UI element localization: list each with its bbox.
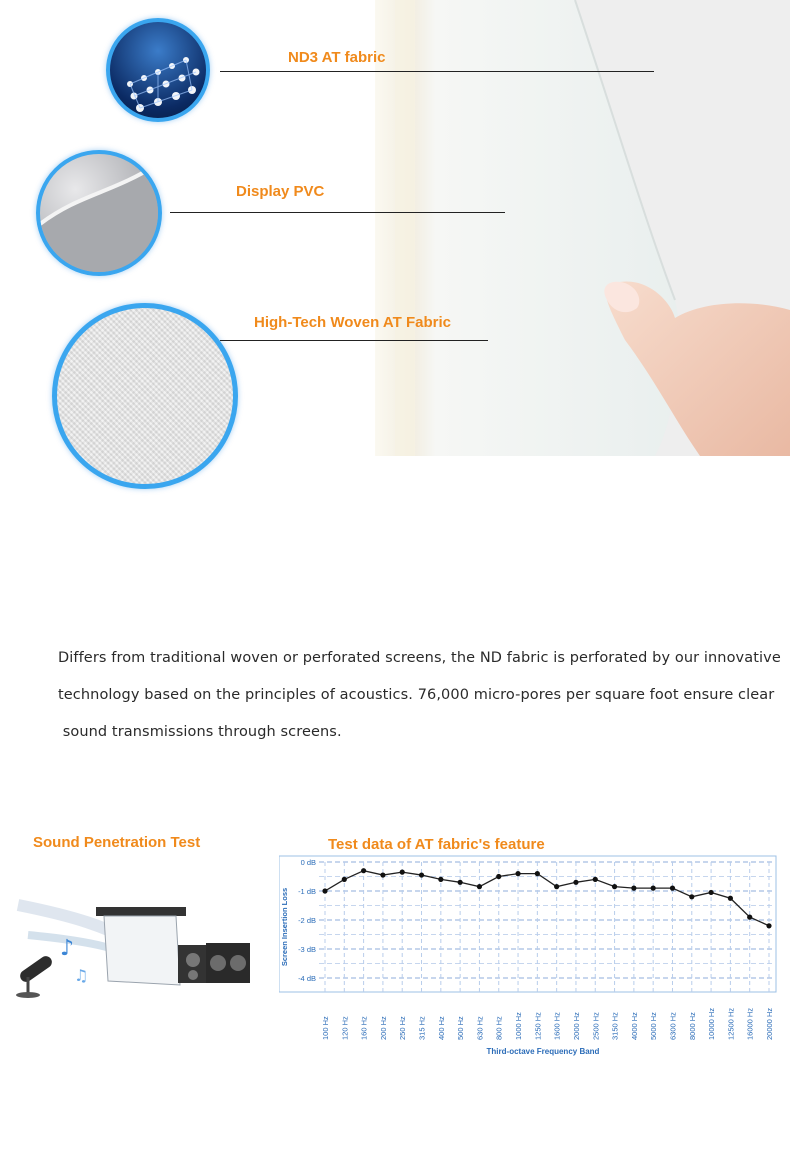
molecule-lattice-icon	[110, 22, 206, 118]
x-tick-label: 400 Hz	[436, 1016, 446, 1040]
y-axis-label: Screen Insertion Loss	[280, 887, 289, 967]
x-tick-label: 1600 Hz	[552, 1012, 562, 1040]
speaker-icon	[178, 943, 250, 983]
y-tick-label: -1 dB	[298, 887, 316, 896]
x-tick-label: 4000 Hz	[629, 1012, 639, 1040]
data-point	[573, 880, 578, 885]
x-tick-label: 250 Hz	[398, 1016, 408, 1040]
data-point	[612, 884, 617, 889]
y-tick-labels	[298, 858, 316, 983]
woven-fabric-texture-image	[52, 303, 238, 489]
data-point	[535, 871, 540, 876]
label-woven-at-fabric: High-Tech Woven AT Fabric	[254, 314, 451, 331]
nd3-label-line	[220, 71, 654, 72]
x-tick-label: 160 Hz	[359, 1016, 369, 1040]
data-point	[728, 896, 733, 901]
curled-screen-sheet-illustration	[375, 0, 790, 456]
data-point	[593, 877, 598, 882]
data-point	[651, 886, 656, 891]
data-point	[631, 886, 636, 891]
data-point	[747, 915, 752, 920]
x-tick-label: 6300 Hz	[668, 1012, 678, 1040]
data-point	[496, 874, 501, 879]
x-tick-label: 200 Hz	[378, 1016, 388, 1040]
x-tick-label: 500 Hz	[456, 1016, 466, 1040]
data-point	[554, 884, 559, 889]
x-tick-label: 100 Hz	[321, 1016, 330, 1040]
insertion-loss-chart	[279, 850, 779, 1065]
data-point	[477, 884, 482, 889]
x-tick-label: 120 Hz	[340, 1016, 350, 1040]
data-point	[400, 870, 405, 875]
x-tick-labels	[321, 1008, 774, 1040]
pvc-fold-illustration	[40, 154, 158, 272]
data-point	[361, 868, 366, 873]
label-display-pvc: Display PVC	[236, 183, 325, 200]
label-nd3-at-fabric: ND3 AT fabric	[288, 49, 386, 66]
pvc-label-line	[170, 212, 505, 213]
x-tick-label: 800 Hz	[494, 1016, 504, 1040]
y-tick-label: -2 dB	[298, 916, 316, 925]
x-tick-label: 12500 Hz	[726, 1007, 736, 1040]
data-point	[322, 888, 327, 893]
x-tick-label: 315 Hz	[417, 1016, 427, 1040]
x-tick-label: 20000 Hz	[765, 1007, 774, 1040]
data-point	[458, 880, 463, 885]
x-tick-label: 2000 Hz	[571, 1012, 581, 1040]
x-tick-label: 3150 Hz	[610, 1012, 620, 1040]
x-tick-label: 10000 Hz	[707, 1007, 717, 1040]
y-tick-label: 0 dB	[300, 858, 316, 867]
chart-title: Test data of AT fabric's feature	[328, 836, 545, 853]
data-point	[342, 877, 347, 882]
sound-test-title: Sound Penetration Test	[33, 834, 201, 851]
microphone-icon	[16, 954, 54, 998]
data-point	[380, 872, 385, 877]
data-point	[419, 872, 424, 877]
woven-label-line	[220, 340, 488, 341]
data-point	[689, 894, 694, 899]
nd3-fabric-molecule-image	[106, 18, 210, 122]
data-point	[515, 871, 520, 876]
svg-text:♫: ♫	[74, 966, 89, 985]
data-point	[766, 923, 771, 928]
x-tick-label: 1000 Hz	[514, 1012, 524, 1040]
x-tick-label: 1250 Hz	[533, 1012, 543, 1040]
y-tick-label: -4 dB	[298, 974, 316, 983]
chart-grid	[319, 862, 774, 992]
x-tick-label: 630 Hz	[475, 1016, 485, 1040]
x-tick-label: 16000 Hz	[745, 1007, 755, 1040]
description-line-1: Differs from traditional woven or perforated screens, the ND fabric is perforated by our innovative	[58, 650, 781, 666]
series-line-insertion-loss	[325, 871, 769, 926]
description-line-2: technology based on the principles of acoustics. 76,000 micro-pores per square foot ensure clear	[58, 687, 775, 703]
x-tick-label: 8000 Hz	[687, 1012, 697, 1040]
y-tick-label: -3 dB	[298, 945, 316, 954]
data-point	[708, 890, 713, 895]
screen-housing-icon	[96, 907, 186, 916]
x-tick-label: 5000 Hz	[649, 1012, 659, 1040]
svg-text:♪: ♪	[60, 936, 75, 961]
display-pvc-image	[36, 150, 162, 276]
data-point	[670, 886, 675, 891]
x-axis-label: Third-octave Frequency Band	[486, 1047, 600, 1056]
x-tick-label: 2500 Hz	[591, 1012, 601, 1040]
sound-test-illustration	[8, 885, 273, 1005]
description-line-3: sound transmissions through screens.	[58, 724, 342, 740]
data-point	[438, 877, 443, 882]
series-points	[322, 868, 771, 928]
